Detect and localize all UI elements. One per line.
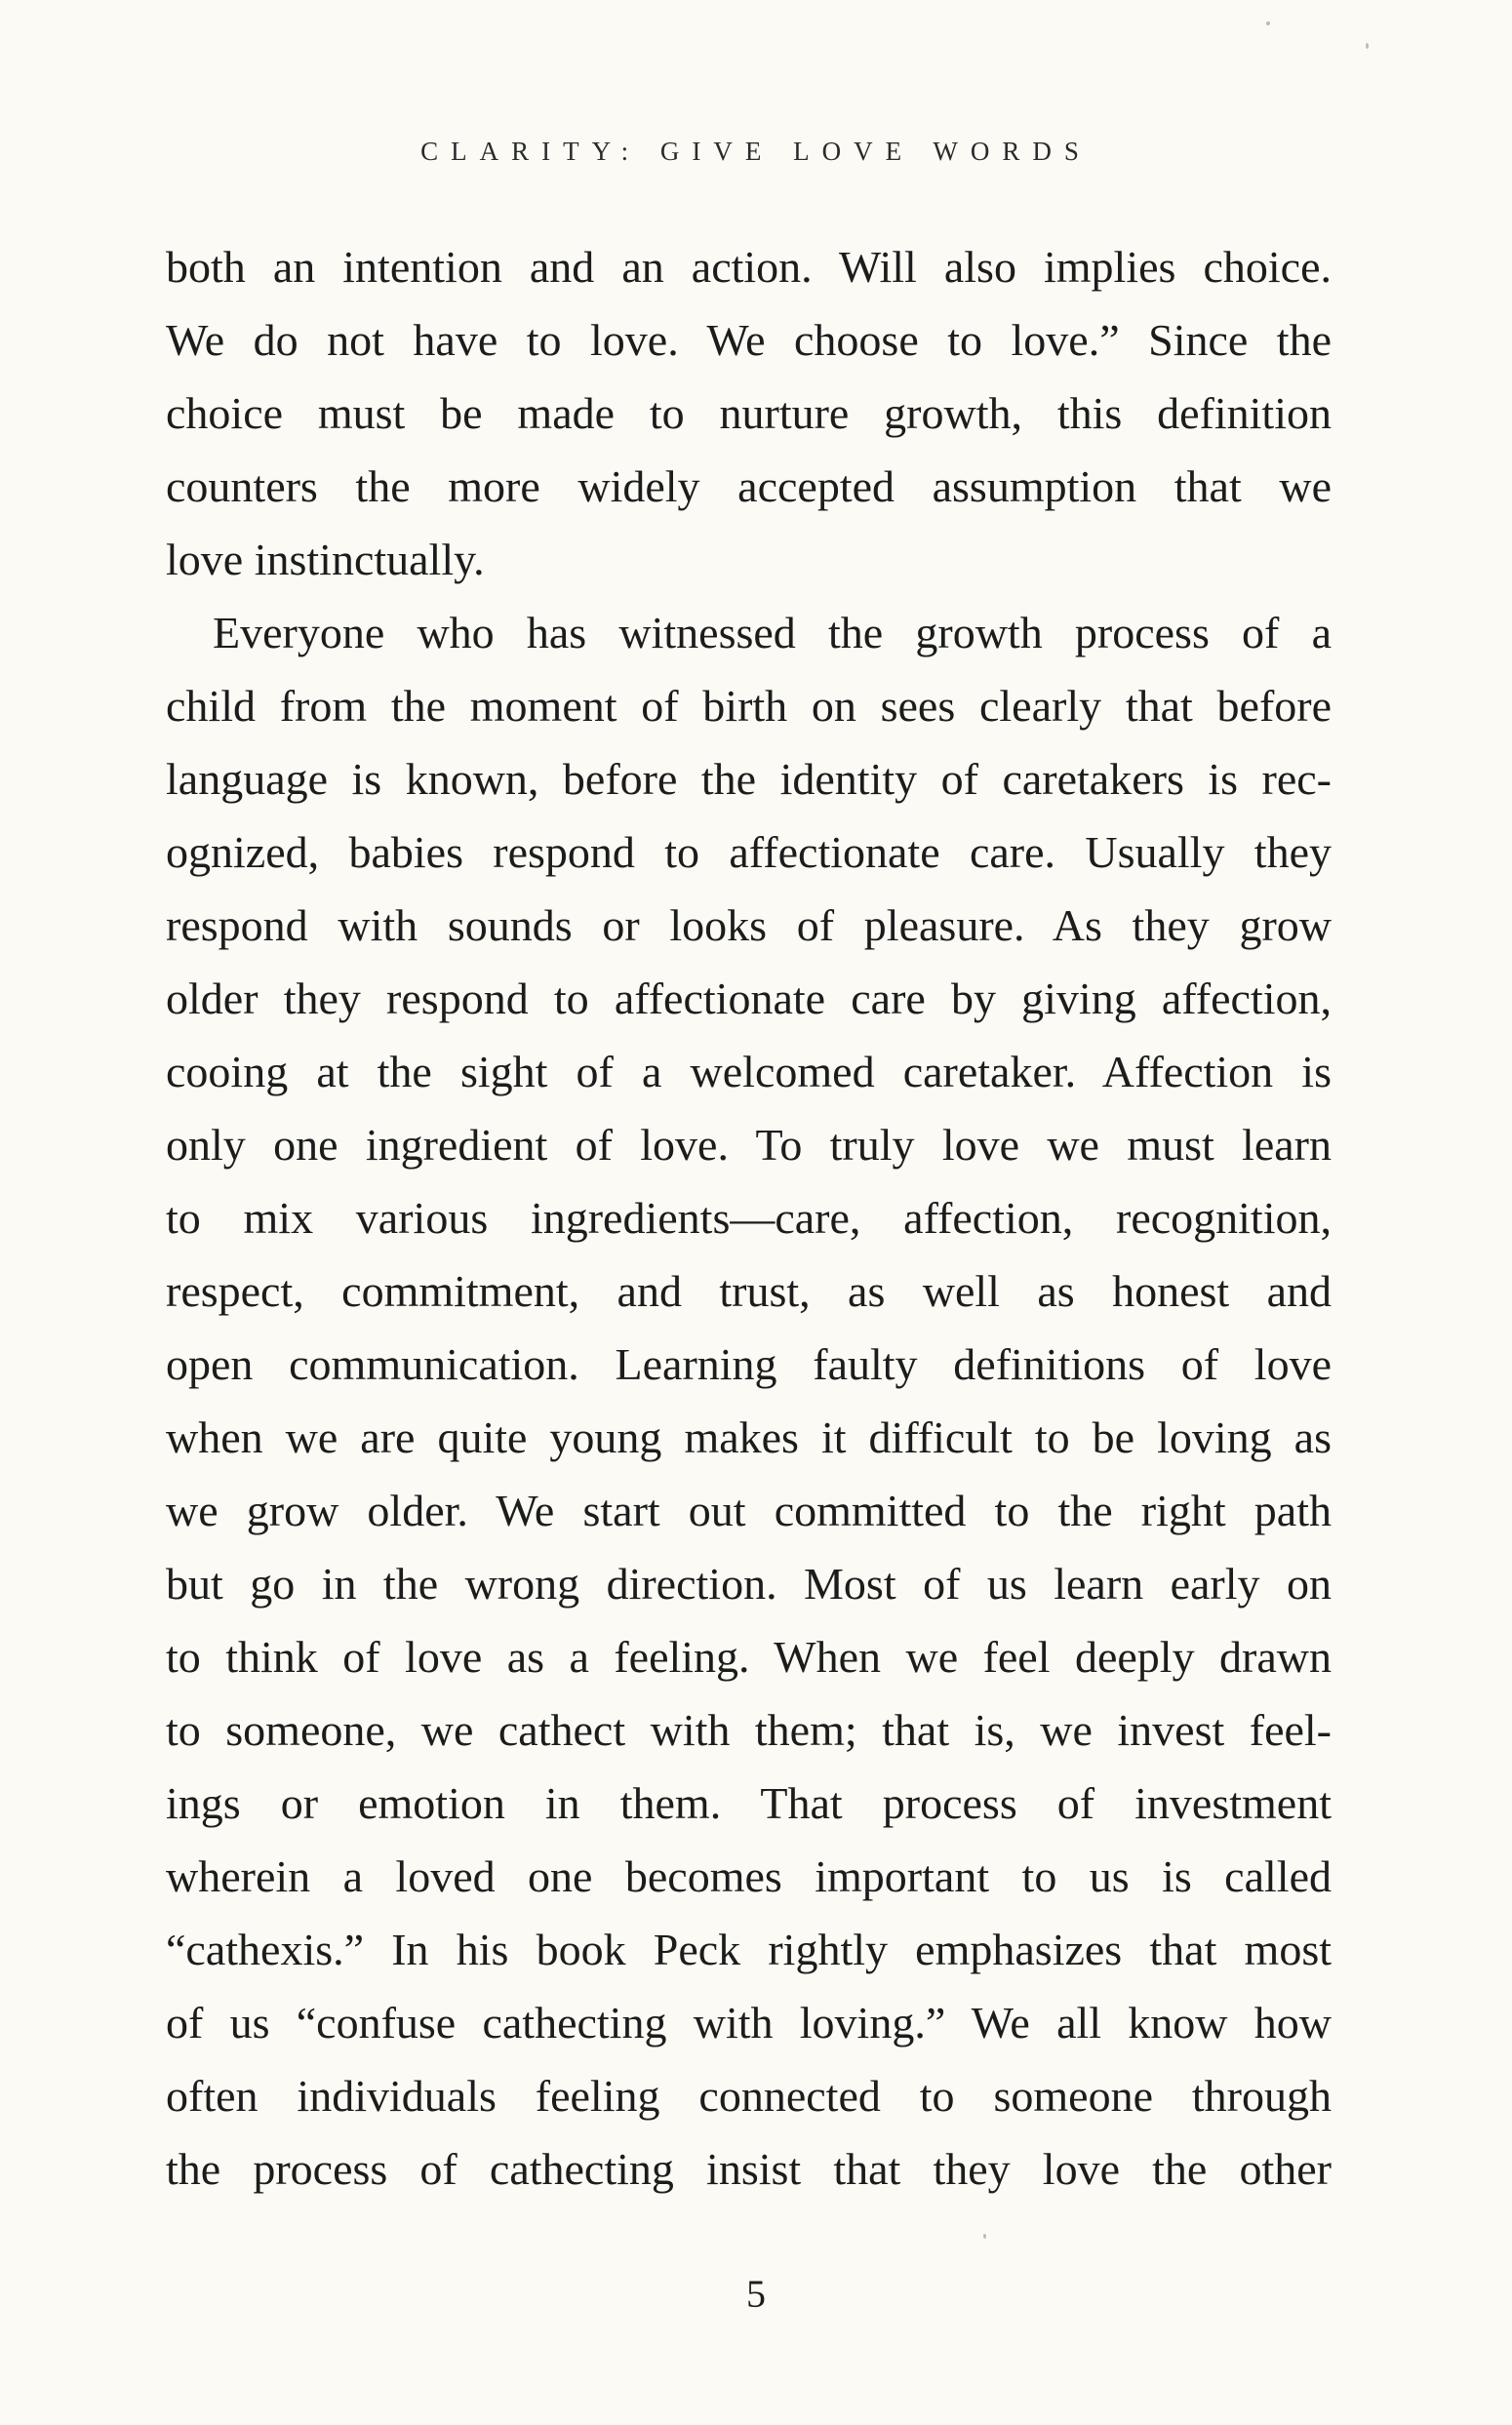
text-line: respond with sounds or looks of pleasure. As they grow [166,900,1332,950]
paper-speck [983,2234,986,2239]
text-line: language is known, before the identity of caretakers is rec- [166,754,1332,804]
text-line: only one ingredient of love. To truly love we must learn [166,1120,1332,1170]
paragraph-2 [166,596,1332,2206]
text-line: respect, commitment, and trust, as well as honest and [166,1266,1332,1316]
text-line-first [166,596,1332,669]
text-line: “cathexis.” In his book Peck rightly emphasizes that most [166,1925,1332,1974]
text-line: child from the moment of birth on sees clearly that before [166,681,1332,731]
text-line: wherein a loved one becomes important to us is called [166,1851,1332,1901]
text-line: open communication. Learning faulty definitions of love [166,1339,1332,1389]
paper-speck [1266,21,1270,25]
text-line: of us “confuse cathecting with loving.” We all know how [166,1998,1332,2047]
text-line: older they respond to affectionate care by giving affection, [166,974,1332,1023]
text-line: counters the more widely accepted assumption that we [166,461,1332,511]
page-number: 5 [746,2272,766,2316]
text-line: ings or emotion in them. That process of investment [166,1778,1332,1828]
text-line: but go in the wrong direction. Most of us learn early on [166,1559,1332,1609]
paragraph-1 [166,230,1332,596]
text-line: to mix various ingredients—care, affection, recognition, [166,1193,1332,1243]
text-line: the process of cathecting insist that they love the other [166,2144,1332,2194]
paper-speck [1366,43,1369,49]
text-line-content: Everyone who has witnessed the growth process of a [213,608,1332,657]
text-line: often individuals feeling connected to someone through [166,2071,1332,2121]
text-line: ognized, babies respond to affectionate care. Usually they [166,827,1332,877]
text-line: both an intention and an action. Will also implies choice. [166,242,1332,292]
text-line: love instinctually. [166,535,485,584]
running-header: CLARITY: GIVE LOVE WORDS [420,137,1092,166]
text-line: to think of love as a feeling. When we feel deeply drawn [166,1632,1332,1682]
text-line: We do not have to love. We choose to love.” Since the [166,315,1332,365]
text-line: we grow older. We start out committed to the right path [166,1486,1332,1535]
text-line: when we are quite young makes it difficult to be loving as [166,1412,1332,1462]
text-line: choice must be made to nurture growth, this definition [166,388,1332,438]
text-line: to someone, we cathect with them; that is, we invest feel- [166,1705,1332,1755]
text-line: cooing at the sight of a welcomed caretaker. Affection is [166,1047,1332,1096]
body-text [166,230,1332,2206]
